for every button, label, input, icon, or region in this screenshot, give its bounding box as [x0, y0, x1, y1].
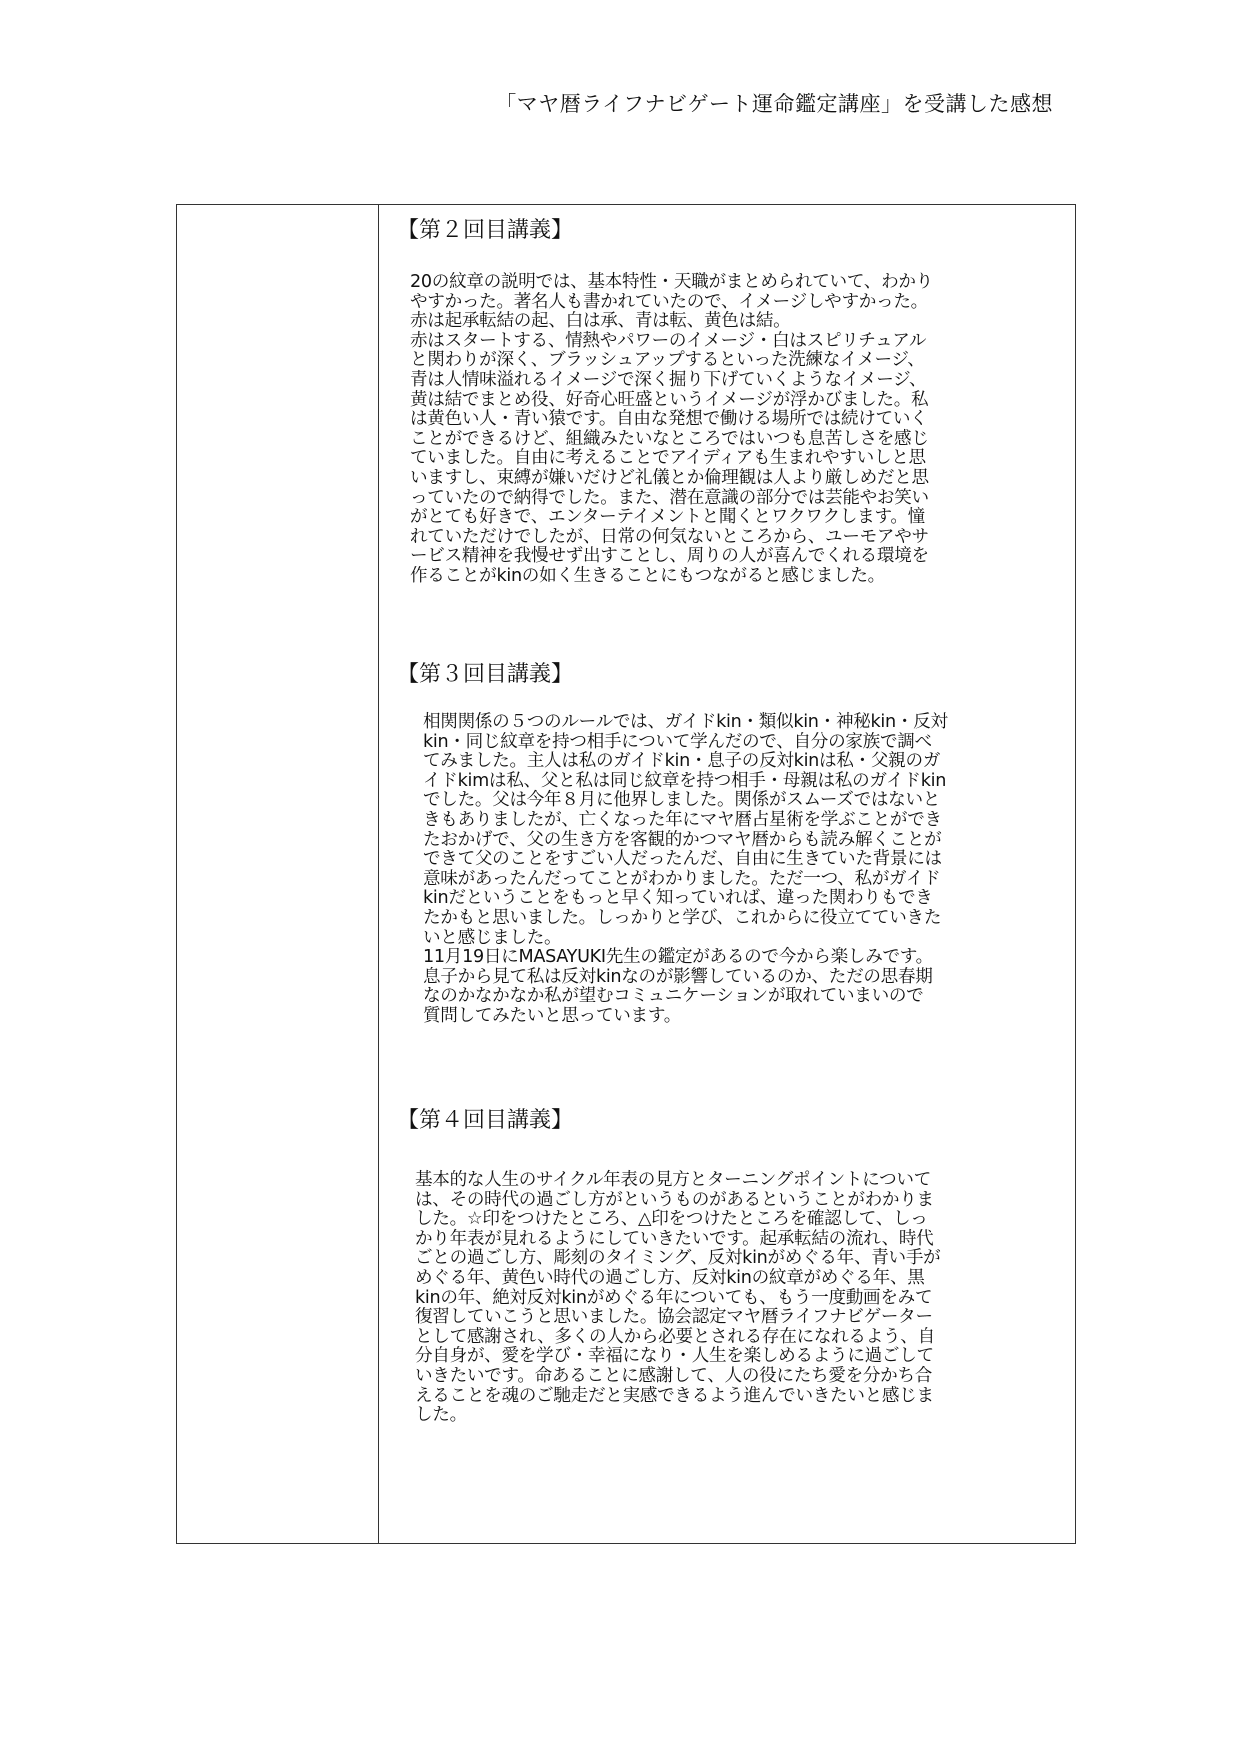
page-header-title: 「マヤ暦ライフナビゲート運命鑑定講座」を受講した感想: [495, 92, 1053, 116]
table-left-column: [177, 205, 379, 1543]
form-table: [176, 204, 1076, 1544]
section-heading-lecture-2: 【第２回目講義】: [397, 218, 574, 243]
section-body-lecture-4: 基本的な人生のサイクル年表の見方とターニングポイントについて は、その時代の過ごし方がというものがあるということがわかりま した。☆印をつけたところ、△印をつけたところを確認して、しっ かり年表が見れるようにしていきたいです。起承転結の流れ、時代 ごとの過ごし方、彫刻のタイミング、反対kinがめぐる年、青い手が めぐる年、黄色い時代の過ごし方、反対kinの紋章がめぐる年、黒 kinの年、絶対反対kinがめぐる年についても、もう一度動画をみて 復習していこうと思いました。協会認定マヤ暦ライフナビゲーター として感謝され、多くの人から必要とされる存在になれるよう、自 分自身が、愛を学び・幸福になり・人生を楽しめるように過ごして いきたいです。命あることに感謝して、人の役にたち愛を分かち合 えることを魂のご馳走だと実感できるよう進んでいきたいと感じま した。: [415, 1170, 941, 1426]
table-right-column: [379, 205, 1075, 1543]
section-heading-lecture-4: 【第４回目講義】: [397, 1108, 574, 1133]
section-heading-lecture-3: 【第３回目講義】: [397, 662, 574, 687]
section-body-lecture-2: 20の紋章の説明では、基本特性・天職がまとめられていて、わかり やすかった。著名人も書かれていたので、イメージしやすかった。 赤は起承転結の起、白は承、青は転、黄色は結。 赤はスタートする、情熱やパワーのイメージ・白はスピリチュアル と関わりが深く、ブラッシュアップするといった洗練なイメージ、 青は人情味溢れるイメージで深く掘り下げていくようなイメージ、 黄は結でまとめ役、好奇心旺盛というイメージが浮かびました。私 は黄色い人・青い猿です。自由な発想で働ける場所では続けていく ことができるけど、組織みたいなところではいつも息苦しさを感じ ていました。自由に考えることでアイディアも生まれやすいしと思 いますし、束縛が嫌いだけど礼儀とか倫理観は人より厳しめだと思 っていたので納得でした。また、潜在意識の部分では芸能やお笑い がとても好きで、エンターテイメントと聞くとワクワクします。憧 れていただけでしたが、日常の何気ないところから、ユーモアやサ ービス精神を我慢せず出すことし、周りの人が喜んでくれる環境を 作ることがkinの如く生きることにもつながると感じました。: [410, 272, 933, 586]
section-body-lecture-3: 相関関係の５つのルールでは、ガイドkin・類似kin・神秘kin・反対 kin・同じ紋章を持つ相手について学んだので、自分の家族で調べ てみました。主人は私のガイドkin・息子の反対kinは私・父親のガ イドkimは私、父と私は同じ紋章を持つ相手・母親は私のガイドkin でした。父は今年８月に他界しました。関係がスムーズではないと きもありましたが、亡くなった年にマヤ暦占星術を学ぶことができ たおかげで、父の生き方を客観的かつマヤ暦からも読み解くことが できて父のことをすごい人だったんだ、自由に生きていた背景には 意味があったんだってことがわかりました。ただ一つ、私がガイド kinだということをもっと早く知っていれば、違った関わりもでき たかもと思いました。しっかりと学び、これからに役立てていきた いと感じました。 11月19日にMASAYUKI先生の鑑定があるので今から楽しみです。 息子から見て私は反対kinなのが影響しているのか、ただの思春期 なのかなかなか私が望むコミュニケーションが取れていまいので 質問してみたいと思っています。: [423, 712, 948, 1026]
